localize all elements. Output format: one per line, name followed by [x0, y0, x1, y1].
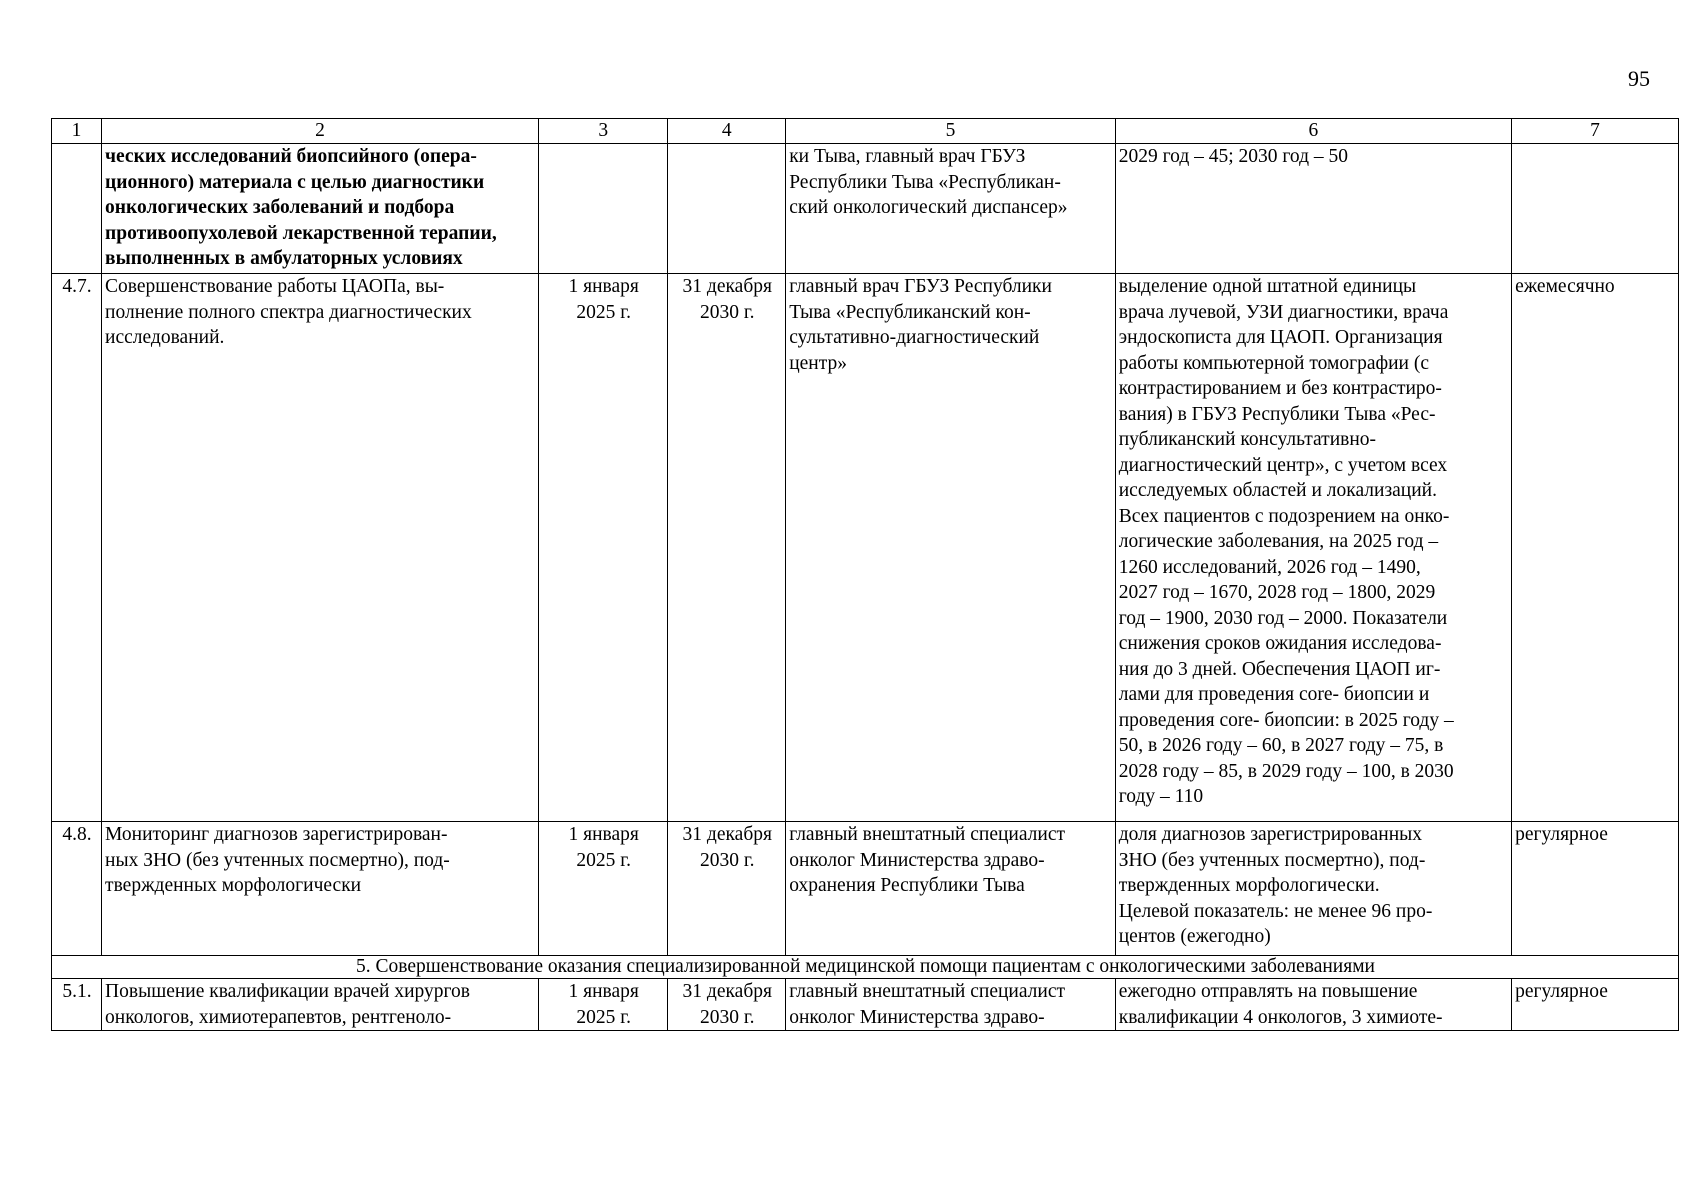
page-number: 95	[1628, 66, 1650, 91]
activity-cell: Совершенствование работы ЦАОПа, вы- полнение полного спектра диагностических исследований.	[102, 274, 539, 822]
end-date-cell	[668, 144, 786, 274]
responsible-cell: ки Тыва, главный врач ГБУЗ Республики Тыва «Республикан- ский онкологический диспансер»	[786, 144, 1116, 274]
column-header: 3	[539, 119, 668, 144]
start-date-cell: 1 января 2025 г.	[539, 979, 668, 1031]
table-row-continuation	[52, 144, 1679, 274]
row-number	[52, 144, 102, 274]
activity-cell: Мониторинг диагнозов зарегистрирован- ных ЗНО (без учтенных посмертно), под- твержденных морфологически	[102, 822, 539, 956]
column-header: 6	[1115, 119, 1511, 144]
end-date-cell: 31 декабря 2030 г.	[668, 822, 786, 956]
column-header: 7	[1512, 119, 1679, 144]
activity-cell: Повышение квалификации врачей хирургов онкологов, химиотерапевтов, рентгеноло-	[102, 979, 539, 1031]
table-row-4-7	[52, 274, 1679, 822]
start-date-cell	[539, 144, 668, 274]
result-cell: выделение одной штатной единицы врача лучевой, УЗИ диагностики, врача эндоскописта для ЦАОП. Организация работы компьютерной томографии (с контрастированием и без контрастиро- вания) в ГБУЗ Республики Тыва «Рес- публиканский консультативно- диагностический центр», с учетом всех исследуемых областей и локализаций. Всех пациентов с подозрением на онко- логические заболевания, на 2025 год – 1260 исследований, 2026 год – 1490, 2027 год – 1670, 2028 год – 1800, 2029 год – 1900, 2030 год – 2000. Показатели снижения сроков ожидания исследова- ния до 3 дней. Обеспечения ЦАОП иг- лами для проведения core- биопсии и проведения core- биопсии: в 2025 году – 50, в 2026 году – 60, в 2027 году – 75, в 2028 году – 85, в 2029 году – 100, в 2030 году – 110	[1115, 274, 1511, 822]
activity-cell: ческих исследований биопсийного (опера- ционного) материала с целью диагностики онкологических заболеваний и подбора противоопухолевой лекарственной терапии, выполненных в амбулаторных условиях	[102, 144, 539, 274]
frequency-cell: ежемесячно	[1512, 274, 1679, 822]
table-row-4-8	[52, 822, 1679, 956]
column-header: 1	[52, 119, 102, 144]
end-date-cell: 31 декабря 2030 г.	[668, 979, 786, 1031]
result-cell: ежегодно отправлять на повышение квалификации 4 онкологов, 3 химиоте-	[1115, 979, 1511, 1031]
responsible-cell: главный врач ГБУЗ Республики Тыва «Республиканский кон- сультативно-диагностический центр»	[786, 274, 1116, 822]
section-heading-row	[52, 956, 1679, 979]
column-header: 5	[786, 119, 1116, 144]
frequency-cell: регулярное	[1512, 979, 1679, 1031]
frequency-cell: регулярное	[1512, 822, 1679, 956]
table-row-5-1	[52, 979, 1679, 1031]
responsible-cell: главный внештатный специалист онколог Министерства здраво-	[786, 979, 1116, 1031]
row-number: 5.1.	[52, 979, 102, 1031]
column-header-row	[52, 119, 1679, 144]
section-heading: 5. Совершенствование оказания специализированной медицинской помощи пациентам с онкологическими заболеваниями	[52, 956, 1679, 979]
start-date-cell: 1 января 2025 г.	[539, 822, 668, 956]
plan-table	[51, 118, 1679, 1031]
row-number: 4.7.	[52, 274, 102, 822]
row-number: 4.8.	[52, 822, 102, 956]
end-date-cell: 31 декабря 2030 г.	[668, 274, 786, 822]
start-date-cell: 1 января 2025 г.	[539, 274, 668, 822]
column-header: 2	[102, 119, 539, 144]
result-cell: 2029 год – 45; 2030 год – 50	[1115, 144, 1511, 274]
result-cell: доля диагнозов зарегистрированных ЗНО (без учтенных посмертно), под- твержденных морфологически. Целевой показатель: не менее 96 про- центов (ежегодно)	[1115, 822, 1511, 956]
responsible-cell: главный внештатный специалист онколог Министерства здраво- охранения Республики Тыва	[786, 822, 1116, 956]
column-header: 4	[668, 119, 786, 144]
frequency-cell	[1512, 144, 1679, 274]
